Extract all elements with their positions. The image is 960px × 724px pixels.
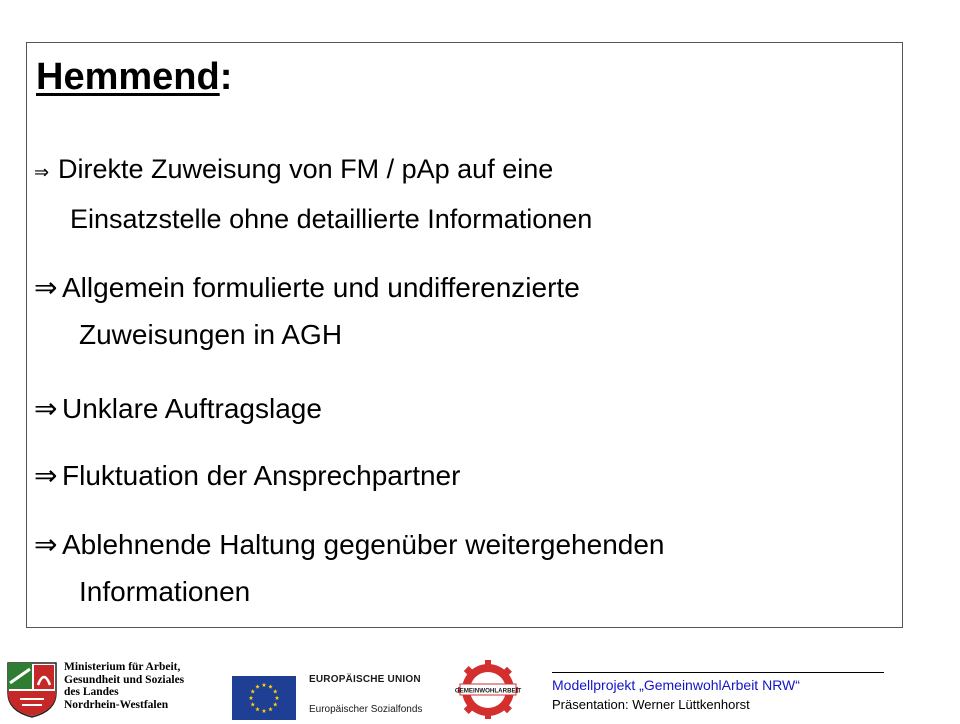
heading-colon: : bbox=[219, 56, 233, 98]
double-arrow-icon: ⇒ bbox=[34, 392, 58, 425]
footer-presenter: Präsentation: Werner Lüttkenhorst bbox=[552, 697, 750, 712]
bullet-item bbox=[34, 521, 665, 615]
bullet-text: Allgemein formulierte und undifferenzierte bbox=[62, 272, 580, 303]
slide-heading bbox=[36, 56, 232, 99]
bullet-text: Ablehnende Haltung gegenüber weitergehenden bbox=[62, 529, 665, 560]
eu-flag-icon bbox=[232, 676, 296, 720]
bullet-text-continued: Informationen bbox=[79, 576, 251, 607]
nrw-coat-of-arms-icon bbox=[4, 659, 60, 719]
ministry-name: Ministerium für Arbeit, Gesundheit und Soziales des Landes Nordrhein-Westfalen bbox=[64, 661, 185, 711]
bullet-text-continued: Einsatzstelle ohne detaillierte Informationen bbox=[70, 204, 593, 234]
bullet-text: Fluktuation der Ansprechpartner bbox=[62, 460, 461, 491]
eu-fund: Europäischer Sozialfonds bbox=[309, 704, 423, 715]
bullet-text: Unklare Auftragslage bbox=[62, 393, 322, 424]
double-arrow-icon: ⇒ bbox=[34, 162, 50, 183]
footer-project-title: Modellprojekt „GemeinwohlArbeit NRW“ bbox=[552, 677, 800, 693]
bullet-text-continued: Zuweisungen in AGH bbox=[79, 319, 343, 350]
eu-title: EUROPÄISCHE UNION bbox=[309, 674, 421, 685]
gwa-logo-text: GEMEINWOHLARBEIT bbox=[454, 687, 522, 695]
footer-divider bbox=[552, 672, 884, 673]
heading-text: Hemmend bbox=[36, 56, 220, 98]
bullet-item bbox=[34, 146, 592, 243]
double-arrow-icon: ⇒ bbox=[34, 271, 58, 304]
double-arrow-icon: ⇒ bbox=[34, 528, 58, 561]
bullet-item bbox=[34, 452, 460, 499]
bullet-item bbox=[34, 385, 322, 432]
bullet-item bbox=[34, 264, 580, 358]
gemeinwohlarbeit-logo-icon bbox=[450, 658, 526, 720]
bullet-text: Direkte Zuweisung von FM / pAp auf eine bbox=[58, 154, 554, 184]
ministry-logo bbox=[4, 659, 234, 719]
double-arrow-icon: ⇒ bbox=[34, 459, 58, 492]
